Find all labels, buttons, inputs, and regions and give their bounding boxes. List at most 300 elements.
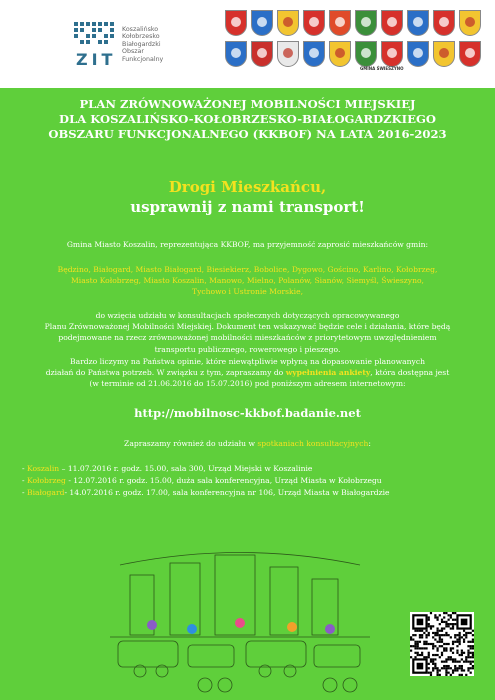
qr-module (456, 652, 458, 654)
qr-module (417, 645, 419, 647)
qr-module (454, 665, 456, 667)
qr-module (467, 650, 469, 652)
qr-module (472, 634, 474, 636)
qr-module (414, 643, 416, 645)
qr-module (428, 667, 430, 669)
qr-module (441, 630, 443, 632)
qr-module (472, 630, 474, 632)
qr-module (461, 654, 463, 656)
qr-module (432, 632, 434, 634)
crest-icon (329, 41, 351, 67)
logo-dot (98, 22, 102, 26)
qr-module (425, 636, 427, 638)
qr-module (436, 674, 438, 676)
qr-module (443, 616, 445, 618)
qr-module (472, 656, 474, 658)
qr-module (425, 641, 427, 643)
qr-module (456, 669, 458, 671)
qr-module (421, 630, 423, 632)
qr-module (445, 667, 447, 669)
qr-module (417, 641, 419, 643)
qr-module (456, 650, 458, 652)
qr-module (434, 614, 436, 616)
qr-module (410, 645, 412, 647)
qr-module (436, 619, 438, 621)
qr-module (417, 652, 419, 654)
qr-module (459, 674, 461, 676)
qr-module (456, 634, 458, 636)
qr-module (459, 643, 461, 645)
logo-dot (92, 28, 96, 32)
qr-module (414, 634, 416, 636)
qr-module (445, 632, 447, 634)
plan-title (0, 97, 495, 142)
qr-module (434, 616, 436, 618)
qr-module (419, 634, 421, 636)
qr-module (434, 638, 436, 640)
qr-module (434, 658, 436, 660)
qr-module (445, 665, 447, 667)
logo-dot (92, 34, 96, 38)
qr-module (454, 634, 456, 636)
qr-module (463, 638, 465, 640)
qr-code[interactable] (410, 612, 474, 676)
qr-module (448, 665, 450, 667)
qr-module (450, 674, 452, 676)
qr-module (430, 672, 432, 674)
qr-module (439, 638, 441, 640)
crest-emblem (413, 17, 423, 27)
body-paragraph-1 (0, 310, 495, 355)
qr-module (461, 636, 463, 638)
qr-module (470, 645, 472, 647)
crest-emblem (387, 48, 397, 58)
qr-module (434, 667, 436, 669)
crest-emblem (231, 17, 241, 27)
qr-module (459, 632, 461, 634)
gminy-line: Miasto Kołobrzeg, Miasto Koszalin, Manowo, Mielno, Polanów, Sianów, Siemyśl, Świeszyno, (71, 276, 424, 286)
qr-module (423, 647, 425, 649)
qr-module (428, 652, 430, 654)
qr-module (423, 641, 425, 643)
qr-module (467, 645, 469, 647)
qr-module (439, 614, 441, 616)
qr-module (445, 647, 447, 649)
qr-module (467, 632, 469, 634)
intro-text: Gmina Miasto Koszalin, reprezentująca KKBOF, ma przyjemność zaprosić mieszkańców gmin: (66, 240, 429, 249)
qr-module (470, 656, 472, 658)
crest-icon (407, 10, 429, 36)
qr-module (452, 641, 454, 643)
logo-text-line: Obszar (122, 48, 144, 56)
crest-emblem (335, 48, 345, 58)
qr-module (452, 661, 454, 663)
qr-module (448, 619, 450, 621)
qr-module (428, 663, 430, 665)
qr-module (465, 634, 467, 636)
qr-module (425, 634, 427, 636)
qr-module (419, 654, 421, 656)
qr-module (452, 612, 454, 614)
qr-module (441, 619, 443, 621)
crest-emblem (231, 48, 241, 58)
qr-module (454, 636, 456, 638)
qr-module (417, 647, 419, 649)
invite-highlight: spotkaniach konsultacyjnych (257, 439, 369, 448)
qr-module (461, 667, 463, 669)
qr-module (470, 663, 472, 665)
qr-module (417, 643, 419, 645)
qr-module (445, 661, 447, 663)
qr-module (423, 632, 425, 634)
qr-module (436, 667, 438, 669)
qr-module (432, 643, 434, 645)
qr-module (470, 667, 472, 669)
qr-module (421, 634, 423, 636)
qr-module (456, 638, 458, 640)
qr-module (452, 619, 454, 621)
crest-icon (355, 41, 377, 67)
qr-module (432, 658, 434, 660)
qr-module (421, 654, 423, 656)
qr-module (452, 652, 454, 654)
qr-module (459, 638, 461, 640)
qr-module (459, 654, 461, 656)
qr-module (456, 661, 458, 663)
qr-module (450, 658, 452, 660)
qr-module (441, 645, 443, 647)
qr-module (439, 623, 441, 625)
title-line: OBSZARU FUNKCJONALNEGO (KKBOF) NA LATA 2016-2023 (48, 127, 447, 141)
city-traffic-illustration (100, 545, 380, 695)
zit-logo (74, 22, 194, 72)
logo-dot (74, 28, 78, 32)
qr-module (467, 652, 469, 654)
crest-icon (251, 10, 273, 36)
qr-module (448, 658, 450, 660)
qr-module (443, 627, 445, 629)
crest-icon (303, 10, 325, 36)
qr-module (472, 654, 474, 656)
qr-module (448, 634, 450, 636)
logo-dot (86, 40, 90, 44)
qr-module (445, 625, 447, 627)
qr-module (430, 643, 432, 645)
logo-dot (110, 22, 114, 26)
qr-module (461, 658, 463, 660)
meeting-details: - 14.07.2016 r. godz. 17.00, sala konferencyjna nr 106, Urząd Miasta w Białogardzie (64, 488, 390, 497)
qr-module (448, 643, 450, 645)
logo-text-line: Koszalińsko (122, 26, 159, 33)
qr-module (428, 656, 430, 658)
logo-abbr: ZIT (76, 50, 117, 69)
qr-module (443, 647, 445, 649)
crest-icon (459, 10, 481, 36)
qr-module (432, 663, 434, 665)
qr-module (459, 634, 461, 636)
crest-icon (407, 41, 429, 67)
qr-module (428, 632, 430, 634)
qr-module (443, 634, 445, 636)
qr-module (417, 630, 419, 632)
crest-icon (277, 41, 299, 67)
qr-module (430, 612, 432, 614)
qr-module (450, 636, 452, 638)
qr-module (428, 625, 430, 627)
qr-module (472, 645, 474, 647)
qr-module (421, 636, 423, 638)
qr-module (452, 643, 454, 645)
qr-module (439, 656, 441, 658)
gminy-line: Będzino, Białogard, Miasto Białogard, Biesiekierz, Bobolice, Dygowo, Gościno, Karlino, Kołobrzeg, (57, 265, 438, 274)
body-line: transportu publicznego, rowerowego i pieszego. (154, 344, 341, 354)
qr-module (441, 634, 443, 636)
qr-module (439, 636, 441, 638)
qr-module (410, 650, 412, 652)
logo-dot (104, 34, 108, 38)
qr-module (443, 650, 445, 652)
qr-module (428, 623, 430, 625)
qr-module (439, 634, 441, 636)
logo-text-line: Kołobrzesko (122, 33, 160, 41)
qr-module (445, 634, 447, 636)
logo-dot (110, 28, 114, 32)
qr-module (445, 672, 447, 674)
qr-module (441, 667, 443, 669)
qr-module (470, 652, 472, 654)
greeting-line-1: Drogi Mieszkańcu, (168, 178, 327, 196)
crest-icon (459, 41, 481, 67)
qr-module (436, 627, 438, 629)
crest-emblem (361, 48, 371, 58)
greeting-line-2: usprawnij z nami transport! (130, 198, 365, 216)
qr-module (450, 647, 452, 649)
qr-module (425, 647, 427, 649)
crest-icon (355, 10, 377, 36)
logo-text (122, 26, 163, 63)
crest-icon (381, 10, 403, 36)
qr-module (470, 647, 472, 649)
qr-module (450, 627, 452, 629)
qr-module (450, 656, 452, 658)
crest-emblem (283, 48, 293, 58)
crest-icon (277, 10, 299, 36)
meeting-details: – 11.07.2016 r. godz. 15.00, sala 300, Urząd Miejski w Koszalinie (59, 464, 313, 473)
body-text: działań do Państwa potrzeb. W związku z tym, zapraszamy do (45, 368, 286, 378)
qr-module (434, 665, 436, 667)
qr-module (445, 643, 447, 645)
logo-dot (104, 22, 108, 26)
qr-module (425, 643, 427, 645)
qr-module (448, 672, 450, 674)
qr-module (428, 616, 430, 618)
crest-icon (225, 41, 247, 67)
qr-module (467, 656, 469, 658)
qr-module (459, 661, 461, 663)
qr-module (452, 625, 454, 627)
qr-module (445, 612, 447, 614)
qr-module (450, 616, 452, 618)
qr-module (434, 654, 436, 656)
crest-emblem (257, 48, 267, 58)
meeting-item: - Kołobrzeg - 12.07.2016 r. godz. 15.00, duża sala konferencyjna, Urząd Miasta w Kołobrzegu (22, 476, 382, 485)
gminy-list (0, 264, 495, 298)
qr-module (472, 665, 474, 667)
qr-module (448, 656, 450, 658)
body-text: , która dostępna jest (370, 368, 450, 378)
qr-module (436, 672, 438, 674)
qr-module (436, 650, 438, 652)
logo-dot (74, 22, 78, 26)
body-line (0, 367, 495, 378)
logo-dot (86, 22, 90, 26)
qr-module (428, 654, 430, 656)
logo-dot (74, 34, 78, 38)
qr-module (459, 665, 461, 667)
qr-module (461, 650, 463, 652)
qr-module (434, 663, 436, 665)
body-paragraph-2 (0, 356, 495, 390)
qr-module (452, 672, 454, 674)
qr-module (456, 641, 458, 643)
qr-module (467, 654, 469, 656)
qr-module (432, 625, 434, 627)
body-line: podejmowane na rzecz zrównoważonej mobilności mieszkańców z priorytetowym uwzględnieniem (58, 333, 437, 343)
qr-module (443, 661, 445, 663)
body-line: Bardzo liczymy na Państwa opinie, które niewątpliwie wpłyną na dopasowanie planowanych (70, 357, 425, 366)
qr-module (454, 612, 456, 614)
qr-module (430, 658, 432, 660)
qr-module (450, 614, 452, 616)
invite-after: : (368, 439, 371, 448)
qr-module (467, 661, 469, 663)
qr-module (470, 661, 472, 663)
qr-module (470, 632, 472, 634)
qr-module (421, 647, 423, 649)
logo-dot (86, 34, 90, 38)
qr-module (432, 647, 434, 649)
qr-module (448, 625, 450, 627)
crest-icon (381, 41, 403, 67)
qr-module (465, 658, 467, 660)
qr-module (441, 641, 443, 643)
crest-emblem (335, 17, 345, 27)
qr-module (463, 630, 465, 632)
logo-text-line: Białogardzki (122, 40, 161, 48)
qr-module (472, 667, 474, 669)
qr-module (436, 669, 438, 671)
qr-module (452, 669, 454, 671)
body-line: do wzięcia udziału w konsultacjach społecznych dotyczących opracowywanego (95, 311, 400, 320)
crest-emblem (465, 17, 475, 27)
qr-module (425, 630, 427, 632)
qr-module (443, 621, 445, 623)
qr-module (436, 630, 438, 632)
qr-module (439, 630, 441, 632)
meeting-item: - Białogard- 14.07.2016 r. godz. 17.00, sala konferencyjna nr 106, Urząd Miasta w Białogardzie (22, 488, 390, 497)
crest-icon (433, 10, 455, 36)
qr-module (454, 667, 456, 669)
qr-module (454, 661, 456, 663)
qr-module (461, 652, 463, 654)
qr-module (470, 641, 472, 643)
qr-module (448, 614, 450, 616)
qr-module (463, 661, 465, 663)
qr-module (465, 674, 467, 676)
qr-finder (461, 619, 468, 626)
body-line: Planu Zrównoważonej Mobilności Miejskiej. Dokument ten wskazywać będzie cele i działania, które będą (44, 322, 451, 332)
crest-icon (329, 10, 351, 36)
crest-emblem (465, 48, 475, 58)
qr-module (463, 641, 465, 643)
qr-module (467, 641, 469, 643)
qr-module (428, 619, 430, 621)
qr-module (472, 638, 474, 640)
logo-dot (98, 40, 102, 44)
qr-module (439, 641, 441, 643)
logo-dot (80, 22, 84, 26)
qr-module (430, 674, 432, 676)
body-line: (w terminie od 21.06.2016 do 15.07.2016) pod poniższym adresem internetowym: (89, 379, 406, 389)
qr-module (452, 623, 454, 625)
qr-module (430, 661, 432, 663)
qr-module (434, 632, 436, 634)
qr-module (467, 669, 469, 671)
qr-module (432, 667, 434, 669)
invite-before: Zapraszamy również do udziału w (124, 439, 258, 448)
qr-module (412, 634, 414, 636)
qr-module (456, 667, 458, 669)
qr-module (461, 665, 463, 667)
logo-dot (80, 40, 84, 44)
qr-module (432, 645, 434, 647)
meeting-details: - 12.07.2016 r. godz. 15.00, duża sala konferencyjna, Urząd Miasta w Kołobrzegu (65, 476, 382, 485)
qr-module (443, 667, 445, 669)
qr-module (419, 647, 421, 649)
qr-module (465, 661, 467, 663)
survey-url-link[interactable]: http://mobilnosc-kkbof.badanie.net (134, 406, 361, 420)
qr-module (445, 650, 447, 652)
qr-module (412, 645, 414, 647)
logo-grid-icon (74, 22, 116, 46)
crest-caption: GMINA ŚWIESZYNO (360, 66, 404, 71)
crest-emblem (309, 17, 319, 27)
qr-module (445, 621, 447, 623)
qr-module (436, 641, 438, 643)
greeting (0, 177, 495, 217)
qr-module (470, 672, 472, 674)
meeting-city: Koszalin (26, 464, 60, 473)
qr-module (445, 623, 447, 625)
qr-module (465, 656, 467, 658)
qr-module (423, 643, 425, 645)
qr-module (412, 638, 414, 640)
qr-module (439, 645, 441, 647)
title-line: DLA KOSZALIŃSKO-KOŁOBRZESKO-BIAŁOGARDZKIEGO (59, 112, 436, 126)
logo-dot (110, 34, 114, 38)
qr-module (432, 669, 434, 671)
qr-module (439, 669, 441, 671)
qr-module (443, 665, 445, 667)
survey-highlight: wypełnienia ankiety (285, 368, 371, 378)
qr-module (436, 616, 438, 618)
qr-module (441, 654, 443, 656)
qr-module (410, 638, 412, 640)
crest-icon (225, 10, 247, 36)
qr-module (421, 652, 423, 654)
qr-module (436, 632, 438, 634)
qr-module (450, 667, 452, 669)
